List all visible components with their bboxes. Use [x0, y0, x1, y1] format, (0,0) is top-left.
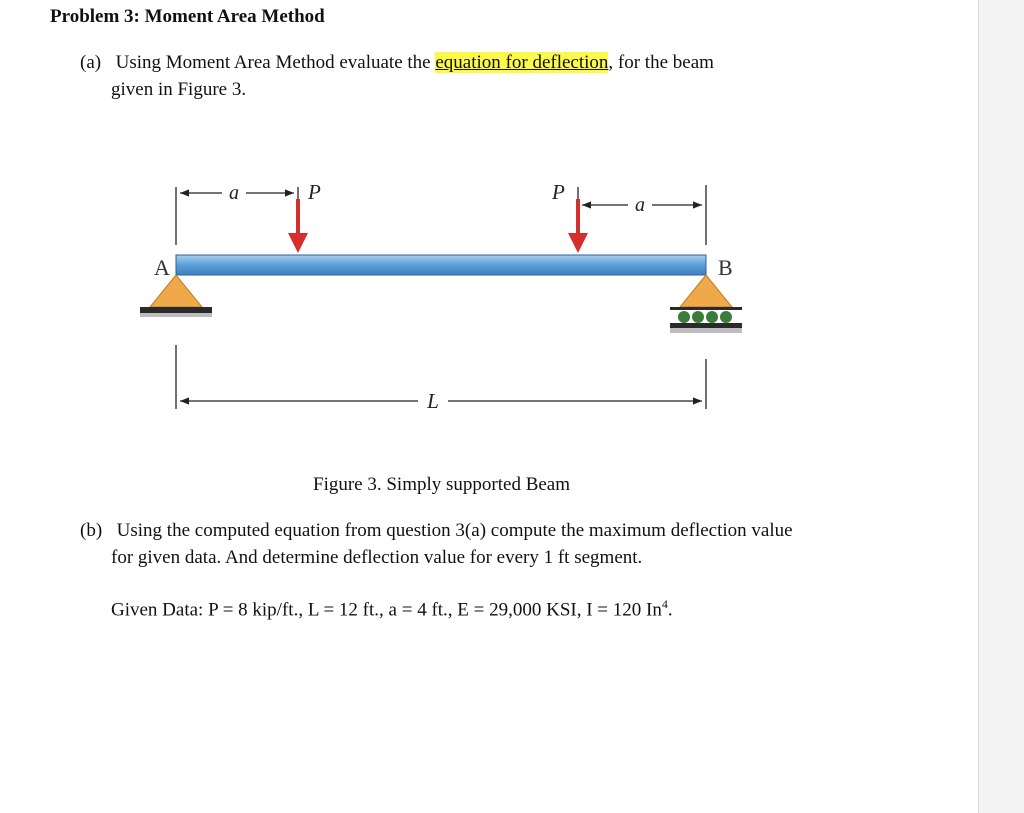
roller-wheel-2 — [692, 311, 704, 323]
label-a-right: a — [635, 194, 645, 216]
part-a-line2: given in Figure 3. — [111, 79, 247, 100]
roller-wheel-4 — [720, 311, 732, 323]
label-p-right: P — [552, 180, 565, 204]
given-data-suffix: . — [667, 599, 673, 621]
part-a-label: (a) — [80, 52, 102, 73]
ground-b — [670, 323, 742, 328]
label-span-l: L — [427, 389, 439, 413]
load-arrow-left-head — [288, 233, 308, 253]
beam-figure — [128, 165, 768, 455]
part-a-text-after: , for the beam — [608, 52, 714, 73]
part-b-label: (b) — [80, 520, 103, 541]
roller-wheel-1 — [678, 311, 690, 323]
right-gutter — [978, 0, 1024, 813]
figure-caption: Figure 3. Simply supported Beam — [313, 474, 571, 495]
given-data-exponent: 4 — [661, 597, 668, 611]
highlighted-phrase: equation for deflection — [435, 52, 609, 73]
beam-diagram — [128, 165, 768, 455]
roller-top-plate — [670, 307, 742, 310]
part-a-line1 — [80, 49, 714, 76]
ground-a-shadow — [140, 313, 212, 317]
part-a-text: Using Moment Area Method evaluate the — [115, 52, 436, 73]
load-arrow-right-head — [568, 233, 588, 253]
given-data-text: Given Data: P = 8 kip/ft., L = 12 ft., a = 4 ft., E = 29,000 KSI, I = 120 In — [111, 599, 662, 621]
roller-wheel-3 — [706, 311, 718, 323]
beam — [176, 255, 706, 275]
part-b-line2: for given data. And determine deflection value for every 1 ft segment. — [111, 547, 643, 568]
part-b-line1 — [80, 517, 793, 544]
part-b-text: Using the computed equation from question 3(a) compute the maximum deflection value — [116, 520, 793, 541]
given-data — [111, 591, 673, 623]
ground-a — [140, 307, 212, 313]
label-support-a: A — [154, 255, 170, 280]
label-a-left: a — [229, 182, 239, 204]
label-support-b: B — [718, 255, 733, 280]
problem-title: Problem 3: Moment Area Method — [50, 6, 325, 27]
label-p-left: P — [308, 180, 321, 204]
ground-b-shadow — [670, 328, 742, 333]
